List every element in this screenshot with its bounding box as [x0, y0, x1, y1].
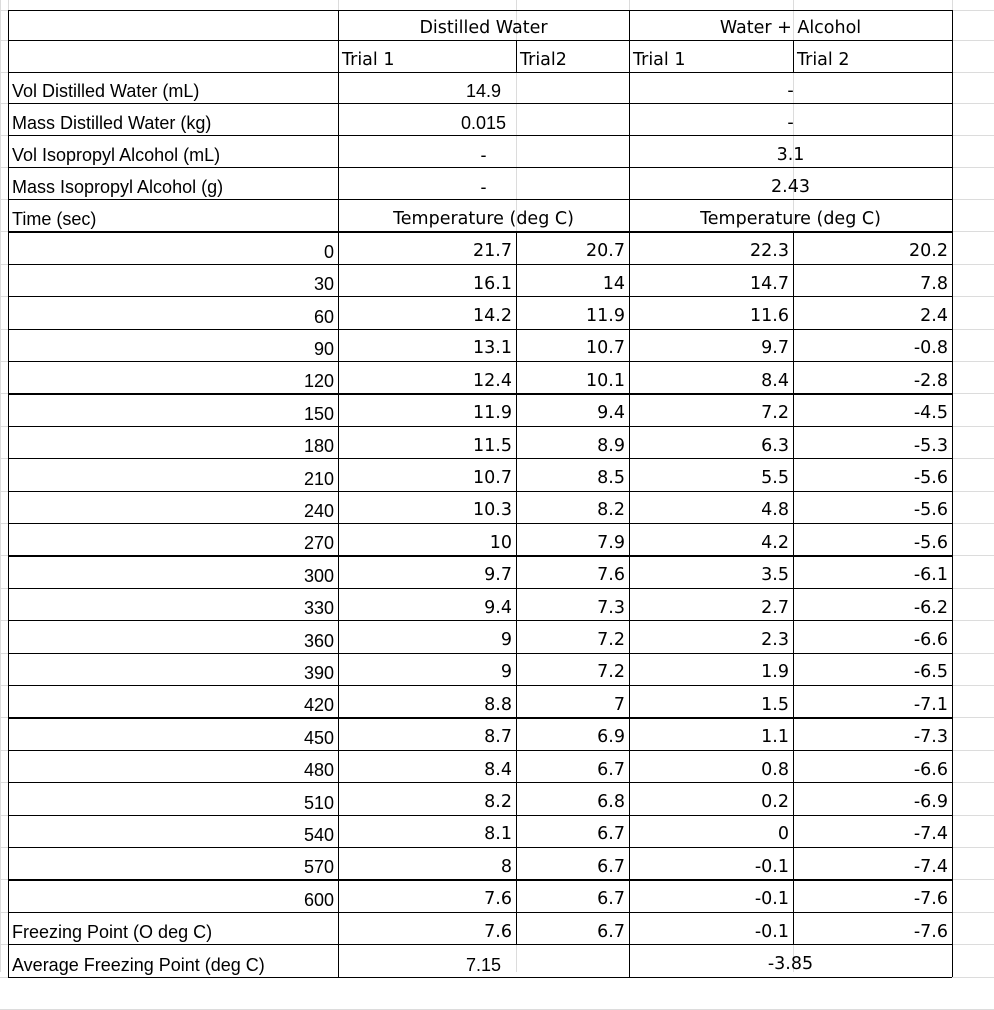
- cell-border: [8, 10, 9, 977]
- wa-trial1-cell[interactable]: 7.2: [761, 403, 789, 424]
- wa-trial2-cell[interactable]: -6.6: [913, 630, 948, 651]
- wa-trial2-cell[interactable]: -6.1: [913, 565, 948, 586]
- time-cell[interactable]: 210: [303, 468, 334, 489]
- wa-trial2-cell[interactable]: -6.2: [913, 597, 948, 618]
- param-wa-value[interactable]: 3.1: [776, 144, 805, 165]
- dw-trial2-cell[interactable]: 6.7: [597, 889, 625, 910]
- wa-trial2-cell[interactable]: -6.9: [913, 792, 948, 813]
- wa-trial2-cell[interactable]: -5.6: [913, 500, 948, 521]
- dw-trial1-cell[interactable]: 8.7: [484, 727, 512, 748]
- param-dw-value[interactable]: 14.9: [465, 81, 502, 101]
- time-cell[interactable]: 540: [303, 824, 334, 845]
- dw-trial2-cell[interactable]: 7.3: [597, 597, 625, 618]
- header-water-alcohol[interactable]: Water + Alcohol: [719, 17, 862, 38]
- wa-trial1-cell[interactable]: 8.4: [761, 370, 789, 391]
- dw-trial2-cell[interactable]: 14: [602, 273, 625, 294]
- cell-border: [629, 10, 630, 977]
- dw-trial1-cell[interactable]: 14.2: [473, 306, 512, 327]
- cell-border: [8, 72, 952, 73]
- cell-border: [8, 879, 952, 880]
- cell-border: [793, 231, 794, 944]
- dw-trial2-cell[interactable]: 9.4: [597, 403, 625, 424]
- param-label[interactable]: Mass Isopropyl Alcohol (g): [12, 177, 224, 197]
- param-dw-value[interactable]: 0.015: [460, 113, 507, 133]
- wa-trial1-cell[interactable]: 3.5: [761, 565, 789, 586]
- wa-trial2-cell[interactable]: -2.8: [913, 370, 948, 391]
- time-cell[interactable]: 150: [303, 403, 334, 424]
- time-cell[interactable]: 240: [303, 500, 334, 521]
- time-cell[interactable]: 180: [303, 436, 334, 457]
- wa-trial2-cell[interactable]: -0.8: [913, 338, 948, 359]
- freezing-point-label[interactable]: Freezing Point (O deg C): [12, 922, 213, 943]
- wa-trial2-cell[interactable]: -5.3: [913, 435, 948, 456]
- time-cell[interactable]: 270: [303, 533, 334, 554]
- cell-border: [8, 135, 952, 136]
- freezing-wa-trial1[interactable]: -0.1: [754, 921, 789, 942]
- time-cell[interactable]: 510: [303, 792, 334, 813]
- average-wa-value[interactable]: -3.85: [767, 954, 814, 975]
- wa-trial2-cell[interactable]: -7.4: [913, 856, 948, 877]
- dw-trial1-cell[interactable]: 8.4: [484, 759, 512, 780]
- time-cell[interactable]: 390: [303, 662, 334, 683]
- dw-trial2-cell[interactable]: 11.9: [586, 306, 625, 327]
- cell-border: [516, 40, 517, 72]
- header-dw-trial2[interactable]: Trial2: [520, 49, 567, 70]
- header-wa-trial2[interactable]: Trial 2: [797, 49, 850, 70]
- dw-trial2-cell[interactable]: 7.2: [597, 630, 625, 651]
- time-header[interactable]: Time (sec): [12, 209, 97, 230]
- header-wa-trial1[interactable]: Trial 1: [633, 49, 686, 70]
- dw-trial1-cell[interactable]: 11.9: [473, 403, 512, 424]
- wa-trial2-cell[interactable]: 7.8: [920, 273, 948, 294]
- dw-trial2-cell[interactable]: 8.9: [597, 435, 625, 456]
- wa-trial1-cell[interactable]: 22.3: [750, 241, 789, 262]
- wa-trial1-cell[interactable]: 1.5: [761, 694, 789, 715]
- dw-trial1-cell[interactable]: 8.1: [484, 824, 512, 845]
- dw-trial2-cell[interactable]: 6.7: [597, 759, 625, 780]
- time-cell[interactable]: 570: [303, 857, 334, 878]
- dw-trial1-cell[interactable]: 21.7: [473, 241, 512, 262]
- wa-trial1-cell[interactable]: 5.5: [761, 468, 789, 489]
- wa-trial2-cell[interactable]: -7.3: [913, 727, 948, 748]
- time-cell[interactable]: 420: [303, 695, 334, 716]
- wa-trial1-cell[interactable]: 2.7: [761, 597, 789, 618]
- dw-trial1-cell[interactable]: 8.2: [484, 792, 512, 813]
- freezing-dw-trial1[interactable]: 7.6: [484, 921, 512, 942]
- wa-trial1-cell[interactable]: 4.2: [761, 532, 789, 553]
- dw-trial2-cell[interactable]: 8.5: [597, 468, 625, 489]
- wa-trial2-cell[interactable]: 2.4: [920, 306, 948, 327]
- param-label[interactable]: Vol Distilled Water (mL): [12, 81, 200, 101]
- wa-trial1-cell[interactable]: -0.1: [754, 856, 789, 877]
- wa-trial2-cell[interactable]: -4.5: [913, 403, 948, 424]
- dw-trial1-cell[interactable]: 11.5: [473, 435, 512, 456]
- time-cell[interactable]: 0: [323, 241, 334, 262]
- param-wa-value[interactable]: -: [787, 80, 794, 101]
- dw-trial2-cell[interactable]: 6.9: [597, 727, 625, 748]
- freezing-wa-trial2[interactable]: -7.6: [913, 921, 948, 942]
- dw-trial1-cell[interactable]: 7.6: [484, 889, 512, 910]
- cell-border: [8, 912, 952, 913]
- dw-trial2-cell[interactable]: 7.6: [597, 565, 625, 586]
- dw-trial1-cell[interactable]: 10.7: [473, 468, 512, 489]
- dw-trial1-cell[interactable]: 8.8: [484, 694, 512, 715]
- cell-border: [8, 588, 952, 589]
- dw-trial1-cell[interactable]: 9.7: [484, 565, 512, 586]
- wa-trial1-cell[interactable]: 11.6: [750, 306, 789, 327]
- param-label[interactable]: Mass Distilled Water (kg): [12, 113, 212, 133]
- dw-trial2-cell[interactable]: 20.7: [586, 241, 625, 262]
- wa-trial1-cell[interactable]: 0: [777, 824, 789, 845]
- dw-trial2-cell[interactable]: 10.7: [586, 338, 625, 359]
- cell-border: [8, 620, 952, 621]
- dw-trial2-cell[interactable]: 7.2: [597, 662, 625, 683]
- wa-trial1-cell[interactable]: 1.9: [761, 662, 789, 683]
- average-dw-value[interactable]: 7.15: [465, 954, 502, 975]
- cell-border: [8, 458, 952, 459]
- cell-border: [952, 10, 953, 977]
- wa-trial1-cell[interactable]: 0.2: [761, 792, 789, 813]
- cell-border: [8, 847, 952, 848]
- dw-trial1-cell[interactable]: 9: [500, 630, 512, 651]
- wa-trial1-cell[interactable]: 9.7: [761, 338, 789, 359]
- cell-border: [8, 491, 952, 492]
- header-dw-trial1[interactable]: Trial 1: [342, 49, 395, 70]
- dw-trial2-cell[interactable]: 6.8: [597, 792, 625, 813]
- wa-trial2-cell[interactable]: -7.1: [913, 694, 948, 715]
- time-cell[interactable]: 120: [303, 371, 334, 392]
- param-label[interactable]: Vol Isopropyl Alcohol (mL): [12, 145, 221, 165]
- param-dw-value[interactable]: -: [480, 145, 487, 165]
- cell-border: [8, 782, 952, 783]
- freezing-dw-trial2[interactable]: 6.7: [597, 921, 625, 942]
- cell-border: [8, 426, 952, 427]
- time-cell[interactable]: 600: [303, 889, 334, 910]
- wa-trial2-cell[interactable]: 20.2: [909, 241, 948, 262]
- cell-border: [8, 393, 952, 394]
- wa-temperature-header[interactable]: Temperature (deg C): [700, 208, 881, 229]
- cell-border: [8, 685, 952, 686]
- param-wa-value[interactable]: -: [787, 112, 794, 133]
- cell-border: [8, 944, 952, 945]
- param-wa-value[interactable]: 2.43: [771, 176, 810, 197]
- gridline: [0, 0, 1, 972]
- dw-trial2-cell[interactable]: 6.7: [597, 824, 625, 845]
- dw-trial1-cell[interactable]: 9.4: [484, 597, 512, 618]
- cell-border: [8, 231, 952, 232]
- cell-border: [8, 40, 952, 41]
- cell-border: [8, 523, 952, 524]
- wa-trial2-cell[interactable]: -6.6: [913, 759, 948, 780]
- cell-border: [8, 815, 952, 816]
- wa-trial2-cell[interactable]: -7.4: [913, 824, 948, 845]
- wa-trial2-cell[interactable]: -6.5: [913, 662, 948, 683]
- wa-trial1-cell[interactable]: 4.8: [761, 500, 789, 521]
- dw-trial2-cell[interactable]: 6.7: [597, 856, 625, 877]
- time-cell[interactable]: 90: [313, 338, 334, 359]
- cell-border: [8, 717, 952, 718]
- wa-trial1-cell[interactable]: 1.1: [761, 727, 789, 748]
- param-dw-value[interactable]: -: [480, 177, 487, 197]
- dw-trial2-cell[interactable]: 8.2: [597, 500, 625, 521]
- cell-border: [8, 296, 952, 297]
- cell-border: [8, 167, 952, 168]
- dw-trial1-cell[interactable]: 16.1: [473, 273, 512, 294]
- time-cell[interactable]: 450: [303, 727, 334, 748]
- wa-trial1-cell[interactable]: 2.3: [761, 630, 789, 651]
- dw-trial2-cell[interactable]: 7.9: [597, 532, 625, 553]
- cell-border: [8, 750, 952, 751]
- average-freezing-label[interactable]: Average Freezing Point (deg C): [12, 954, 265, 975]
- cell-border: [8, 361, 952, 362]
- dw-trial1-cell[interactable]: 12.4: [473, 370, 512, 391]
- cell-border: [8, 329, 952, 330]
- cell-border: [793, 40, 794, 72]
- cell-border: [8, 10, 952, 11]
- dw-trial1-cell[interactable]: 9: [500, 662, 512, 683]
- time-cell[interactable]: 330: [303, 598, 334, 619]
- time-cell[interactable]: 60: [313, 306, 334, 327]
- dw-trial1-cell[interactable]: 10.3: [473, 500, 512, 521]
- dw-trial2-cell[interactable]: 7: [613, 694, 625, 715]
- time-cell[interactable]: 30: [313, 274, 334, 295]
- wa-trial1-cell[interactable]: 14.7: [750, 273, 789, 294]
- dw-trial1-cell[interactable]: 13.1: [473, 338, 512, 359]
- cell-border: [516, 231, 517, 944]
- dw-temperature-header[interactable]: Temperature (deg C): [393, 208, 574, 229]
- cell-border: [338, 10, 339, 977]
- cell-border: [8, 653, 952, 654]
- cell-border: [8, 555, 952, 556]
- wa-trial2-cell[interactable]: -5.6: [913, 468, 948, 489]
- header-distilled-water[interactable]: Distilled Water: [419, 17, 548, 38]
- cell-border: [8, 199, 952, 200]
- dw-trial1-cell[interactable]: 8: [500, 856, 512, 877]
- cell-border: [8, 264, 952, 265]
- time-cell[interactable]: 480: [303, 760, 334, 781]
- time-cell[interactable]: 300: [303, 565, 334, 586]
- cell-border: [8, 103, 952, 104]
- wa-trial2-cell[interactable]: -5.6: [913, 532, 948, 553]
- wa-trial1-cell[interactable]: 6.3: [761, 435, 789, 456]
- dw-trial2-cell[interactable]: 10.1: [586, 370, 625, 391]
- wa-trial1-cell[interactable]: 0.8: [761, 759, 789, 780]
- wa-trial1-cell[interactable]: -0.1: [754, 889, 789, 910]
- wa-trial2-cell[interactable]: -7.6: [913, 889, 948, 910]
- dw-trial1-cell[interactable]: 10: [489, 532, 512, 553]
- cell-border: [8, 977, 952, 978]
- time-cell[interactable]: 360: [303, 630, 334, 651]
